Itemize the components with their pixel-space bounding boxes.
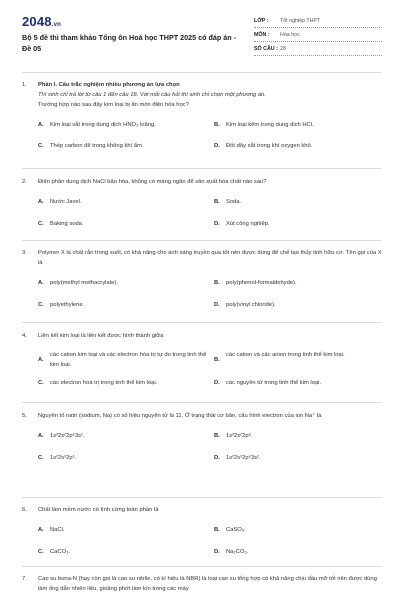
option-letter: B. xyxy=(214,357,220,363)
option-text: Kim loại sắt trong dung dịch HNO₃ loãng. xyxy=(50,122,156,128)
option-text: Nước Javel. xyxy=(50,199,82,205)
option-letter: D. xyxy=(214,302,220,308)
question-6 xyxy=(22,505,382,559)
option-c[interactable] xyxy=(38,547,208,559)
divider xyxy=(22,497,382,498)
option-text: poly(phenol-formaldehyde). xyxy=(226,280,297,286)
option-letter: B. xyxy=(214,122,220,128)
option-text: 1s²2s²2p⁶3s¹. xyxy=(50,433,85,439)
divider xyxy=(22,566,382,567)
option-text: 1s²2s²2p⁶. xyxy=(226,433,253,439)
option-b[interactable] xyxy=(214,278,384,290)
question-text: Cao su buna-N (hay còn gọi là cao su nitrile, có kí hiệu là NBR) là loại cao su tổng hợp có khả năng chịu dầu mỡ tốt nên được dùng làm ống dẫn nhiên liệu, gioăng phớt làm kín trong các máy xyxy=(38,576,377,592)
option-d[interactable] xyxy=(214,378,384,390)
option-letter: C. xyxy=(38,380,44,386)
option-letter: A. xyxy=(38,122,44,128)
question-number: 5. xyxy=(22,413,27,419)
option-text: polyethylene. xyxy=(50,302,85,308)
option-b[interactable] xyxy=(214,525,384,537)
option-b[interactable] xyxy=(214,350,384,370)
section-instruction: Thí sinh chỉ trả lời từ câu 1 đến câu 18. Với mỗi câu hỏi thí sinh chỉ chọn một phương án. xyxy=(38,92,266,98)
meta-label: SỐ CÂU : xyxy=(254,45,278,52)
option-letter: B. xyxy=(214,527,220,533)
question-number: 3. xyxy=(22,250,27,256)
option-letter: C. xyxy=(38,549,44,555)
option-d[interactable] xyxy=(214,453,384,465)
question-number: 7. xyxy=(22,576,27,582)
option-text: Soda. xyxy=(226,199,242,205)
option-text: các nguyên tử trong tinh thể kim loại. xyxy=(226,380,322,386)
logo-tld: .vn xyxy=(51,22,62,28)
option-letter: A. xyxy=(38,357,44,363)
exam-title: Bộ 5 đề thi tham khảo Tổng ôn Hoá học THPT 2025 có đáp án - Đề 05 xyxy=(22,33,237,53)
divider xyxy=(22,168,382,169)
question-text: Polymer X là chất rắn trong suốt, có khả năng cho ánh sáng truyền qua tốt nên được dùng để chế tạo thủy tinh hữu cơ. Tên gọi của X là xyxy=(38,250,382,266)
option-b[interactable] xyxy=(214,431,384,443)
option-text: CaCO₃. xyxy=(50,549,71,555)
option-c[interactable] xyxy=(38,378,208,390)
option-a[interactable] xyxy=(38,350,208,370)
option-c[interactable] xyxy=(38,141,208,153)
question-text: Liên kết kim loại là liên kết được hình thành giữa xyxy=(38,333,164,339)
option-letter: A. xyxy=(38,280,44,286)
question-text: Chất làm mềm nước có tính cứng toàn phần là xyxy=(38,507,159,513)
option-letter: A. xyxy=(38,199,44,205)
option-letter: C. xyxy=(38,221,44,227)
option-b[interactable] xyxy=(214,120,384,132)
option-a[interactable] xyxy=(38,525,208,537)
question-1 xyxy=(22,80,382,153)
question-number: 4. xyxy=(22,333,27,339)
question-7 xyxy=(22,574,382,594)
meta-row-count xyxy=(254,42,382,56)
option-letter: D. xyxy=(214,221,220,227)
document-header xyxy=(22,14,382,53)
meta-label: MÔN : xyxy=(254,31,270,38)
option-a[interactable] xyxy=(38,197,208,209)
logo-text: 2048 xyxy=(22,14,52,29)
option-letter: C. xyxy=(38,143,44,149)
option-c[interactable] xyxy=(38,219,208,231)
meta-value: 28 xyxy=(280,45,286,52)
option-text: Baking soda. xyxy=(50,221,84,227)
option-text: Kim loại kẽm trong dung dịch HCl. xyxy=(226,122,314,128)
option-letter: A. xyxy=(38,433,44,439)
option-letter: C. xyxy=(38,455,44,461)
question-5 xyxy=(22,411,382,465)
option-text: NaCl. xyxy=(50,527,65,533)
meta-row-subject xyxy=(254,28,382,42)
option-letter: D. xyxy=(214,455,220,461)
option-a[interactable] xyxy=(38,431,208,443)
option-text: Xút công nghiệp. xyxy=(226,221,270,227)
question-3 xyxy=(22,248,382,312)
option-d[interactable] xyxy=(214,219,384,231)
divider xyxy=(22,402,382,403)
exam-meta xyxy=(254,14,382,56)
option-letter: C. xyxy=(38,302,44,308)
question-text: Điện phân dung dịch NaCl bão hòa, không có màng ngăn để sản xuất hóa chất nào sau? xyxy=(38,179,267,185)
meta-value: Hóa học xyxy=(280,31,300,38)
divider xyxy=(22,322,382,323)
question-text: Nguyên tố natri (sodium, Na) có số hiệu nguyên tử là 11. Ở trạng thái cơ bản, cấu hình electron của ion Na⁺ là xyxy=(38,413,322,419)
divider xyxy=(22,72,382,73)
section-heading: Phần I. Câu trắc nghiệm nhiều phương án lựa chọn xyxy=(38,82,180,88)
option-text: 1s²2s²2p⁵. xyxy=(50,455,77,461)
option-text: Thép carbon để trong không khí ẩm. xyxy=(50,143,144,149)
option-letter: B. xyxy=(214,199,220,205)
option-letter: B. xyxy=(214,433,220,439)
option-c[interactable] xyxy=(38,453,208,465)
meta-label: LỚP : xyxy=(254,17,269,24)
option-text: 1s²2s²2p⁶3s². xyxy=(226,455,261,461)
option-c[interactable] xyxy=(38,300,208,312)
option-letter: D. xyxy=(214,380,220,386)
option-d[interactable] xyxy=(214,547,384,559)
question-4 xyxy=(22,331,382,390)
option-a[interactable] xyxy=(38,278,208,290)
meta-row-class xyxy=(254,14,382,28)
option-text: các cation và các anion trong tinh thể kim loại. xyxy=(226,352,345,358)
question-2 xyxy=(22,177,382,231)
option-d[interactable] xyxy=(214,141,384,153)
question-number: 1. xyxy=(22,82,27,88)
question-number: 2. xyxy=(22,179,27,185)
option-letter: D. xyxy=(214,143,220,149)
option-letter: B. xyxy=(214,280,220,286)
option-text: Đốt dây sắt trong khí oxygen khô. xyxy=(226,143,313,149)
divider xyxy=(22,240,382,241)
option-text: poly(methyl methacrylate). xyxy=(50,280,118,286)
option-text: CaSO₄. xyxy=(226,527,246,533)
option-text: Na₂CO₃. xyxy=(226,549,249,555)
option-text: poly(vinyl chloride). xyxy=(226,302,276,308)
question-number: 6. xyxy=(22,507,27,513)
option-b[interactable] xyxy=(214,197,384,209)
question-text: Trường hợp nào sau đây kim loại bị ăn mòn điện hóa học? xyxy=(38,102,189,108)
option-letter: D. xyxy=(214,549,220,555)
option-text: các cation kim loại và các electron hóa trị tự do trong tinh thể kim loại. xyxy=(50,352,207,368)
option-d[interactable] xyxy=(214,300,384,312)
option-a[interactable] xyxy=(38,120,208,132)
option-letter: A. xyxy=(38,527,44,533)
meta-value: Tốt nghiệp THPT xyxy=(280,17,321,24)
option-text: các electron hoá trị trong tinh thể kim loại. xyxy=(50,380,158,386)
